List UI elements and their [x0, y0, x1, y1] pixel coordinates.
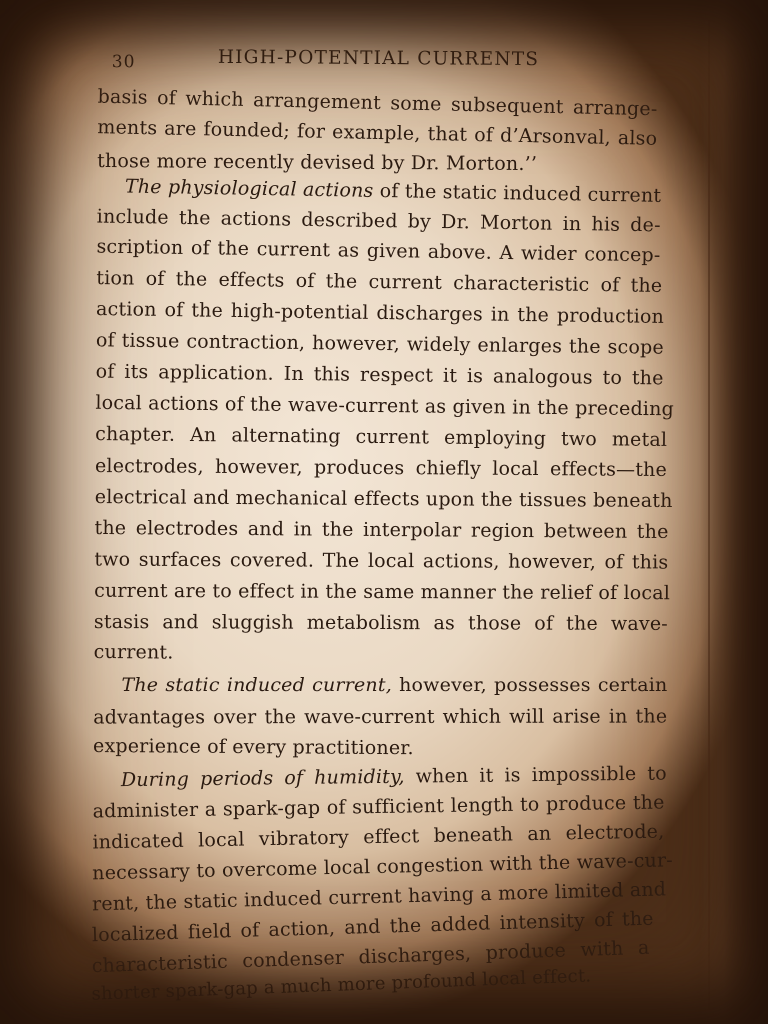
page-header [98, 38, 676, 82]
text-line: local actions of the wave-current as given in the preceding [95, 391, 675, 421]
text-line: experience of every practitioner. [92, 734, 414, 760]
text-line: administer a spark-gap of sufficient length to produce the [92, 791, 665, 823]
text-line: indicated local vibratory effect beneath an electrode, [92, 820, 665, 854]
text-line: characteristic condenser discharges, produce with a [91, 936, 650, 978]
text-line: necessary to overcome local congestion with the wave-cur- [92, 849, 674, 885]
text-line: During periods of humidity, when it is impossible to [120, 762, 667, 792]
text-line: scription of the current as given above. A wider concep- [96, 235, 661, 267]
text-line: advantages over the wave-current which will arise in the [93, 705, 668, 729]
page-number: 30 [111, 52, 136, 73]
running-head: HIGH-POTENTIAL CURRENTS [217, 46, 540, 71]
text-line: rent, the static induced current having a more limited and [91, 878, 667, 916]
text-line: electrodes, however, produces chiefly local effects—the [94, 454, 668, 481]
text-line: of its application. In this respect it is analogous to the [95, 360, 664, 390]
text-line: current. [93, 640, 174, 664]
book-page [91, 38, 676, 1005]
text-line: two surfaces covered. The local actions, however, of this [94, 548, 669, 574]
text-line: of tissue contraction, however, widely enlarges the scope [95, 329, 664, 359]
text-line: include the actions described by Dr. Morton in his de- [96, 205, 661, 237]
text-line: those more recently devised by Dr. Morton.’’ [97, 149, 538, 176]
text-line: The physiological actions of the static induced current [124, 175, 662, 207]
text-line: localized field of action, and the added intensity of the [91, 907, 655, 947]
text-line: stasis and sluggish metabolism as those of the wave- [93, 610, 668, 635]
text-line: chapter. An alternating current employing two metal [95, 422, 668, 451]
book-gutter-shadow [700, 0, 768, 1024]
text-line: basis of which arrangement some subsequent arrange- [97, 85, 658, 121]
text-line: tion of the effects of the current characteristic of the [96, 267, 663, 297]
text-line: shorter spark-gap a much more profound local effect. [91, 965, 592, 1005]
text-line: electrical and mechanical effects upon the tissues beneath [94, 485, 673, 513]
text-line: the electrodes and in the interpolar region between the [94, 516, 669, 543]
text-line: ments are founded; for example, that of d’Arsonval, also [97, 116, 658, 150]
text-line: action of the high-potential discharges in the production [95, 298, 665, 328]
book-spine-edge [708, 20, 710, 1010]
text-line: current are to effect in the same manner the relief of local [94, 579, 671, 605]
text-line: The static induced current, however, possesses certain [121, 673, 668, 696]
